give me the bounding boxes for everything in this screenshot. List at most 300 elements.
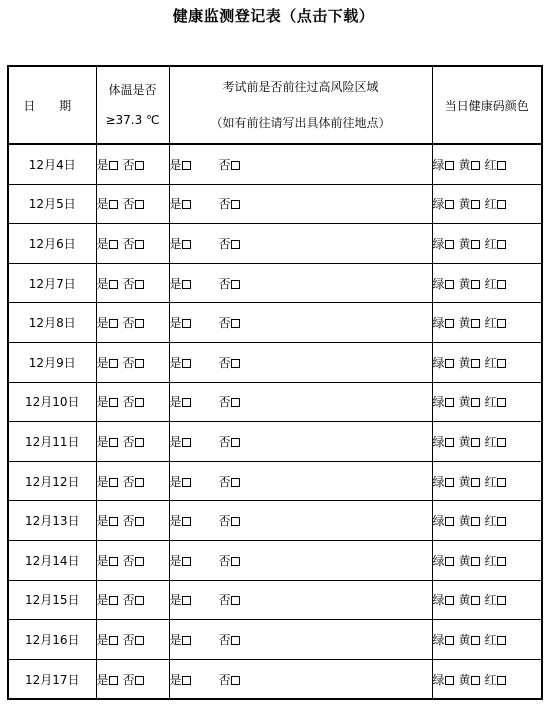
checkbox-icon[interactable] — [182, 359, 191, 368]
checkbox-icon[interactable] — [231, 557, 240, 566]
code-yellow-option-label: 黄 — [458, 474, 471, 489]
health-code-cell — [432, 224, 542, 264]
code-red-option-label: 红 — [484, 672, 497, 687]
temp-no-option[interactable] — [123, 512, 144, 529]
code-green-option-label: 绿 — [432, 434, 445, 449]
code-green-option[interactable] — [433, 156, 454, 173]
checkbox-icon[interactable] — [497, 240, 506, 249]
health-code-cell — [432, 342, 542, 382]
checkbox-icon[interactable] — [135, 240, 144, 249]
checkbox-icon[interactable] — [135, 359, 144, 368]
temperature-cell — [96, 422, 169, 462]
code-green-option[interactable] — [433, 354, 454, 371]
area-yes-option-label: 是 — [169, 514, 182, 529]
area-no-option-label: 否 — [218, 236, 231, 251]
area-no-option[interactable] — [219, 235, 240, 252]
code-green-option[interactable] — [433, 512, 454, 529]
temp-yes-option[interactable] — [97, 314, 118, 331]
checkbox-icon[interactable] — [135, 596, 144, 605]
checkbox-icon[interactable] — [135, 398, 144, 407]
checkbox-icon[interactable] — [182, 517, 191, 526]
code-red-option[interactable] — [485, 156, 506, 173]
header-area-line1: 考试前是否前往过高风险区域 — [222, 80, 379, 94]
checkbox-icon[interactable] — [445, 359, 454, 368]
code-yellow-option[interactable] — [459, 156, 480, 173]
checkbox-icon[interactable] — [109, 478, 118, 487]
temperature-cell — [96, 184, 169, 224]
checkbox-icon[interactable] — [445, 636, 454, 645]
checkbox-icon[interactable] — [135, 280, 144, 289]
code-green-option-label: 绿 — [432, 672, 445, 687]
code-red-option-label: 红 — [484, 395, 497, 410]
code-red-option[interactable] — [485, 671, 506, 688]
code-green-option-label: 绿 — [432, 355, 445, 370]
temperature-cell — [96, 342, 169, 382]
header-area-line2: （如有前往请写出具体前往地点） — [210, 116, 391, 130]
checkbox-icon[interactable] — [471, 596, 480, 605]
temp-yes-option[interactable] — [97, 671, 118, 688]
code-yellow-option[interactable] — [459, 393, 480, 410]
high-risk-area-cell — [169, 422, 432, 462]
checkbox-icon[interactable] — [445, 200, 454, 209]
temp-yes-option-label: 是 — [96, 553, 109, 568]
checkbox-icon[interactable] — [231, 398, 240, 407]
temp-no-option[interactable] — [123, 235, 144, 252]
checkbox-icon[interactable] — [471, 280, 480, 289]
checkbox-icon[interactable] — [109, 517, 118, 526]
area-no-option[interactable] — [219, 433, 240, 450]
checkbox-icon[interactable] — [497, 676, 506, 685]
checkbox-icon[interactable] — [471, 557, 480, 566]
code-yellow-option[interactable] — [459, 195, 480, 212]
checkbox-icon[interactable] — [497, 438, 506, 447]
temp-yes-option[interactable] — [97, 156, 118, 173]
checkbox-icon[interactable] — [109, 359, 118, 368]
code-red-option-label: 红 — [484, 197, 497, 212]
checkbox-icon[interactable] — [182, 200, 191, 209]
checkbox-icon[interactable] — [497, 596, 506, 605]
checkbox-icon[interactable] — [471, 359, 480, 368]
area-yes-option[interactable] — [170, 512, 214, 529]
page-title[interactable]: 健康监测登记表（点击下载） — [172, 7, 375, 25]
checkbox-icon[interactable] — [497, 280, 506, 289]
area-yes-option[interactable] — [170, 156, 214, 173]
code-yellow-option-label: 黄 — [458, 593, 471, 608]
code-green-option[interactable] — [433, 552, 454, 569]
temp-no-option[interactable] — [123, 591, 144, 608]
area-no-option[interactable] — [219, 195, 240, 212]
checkbox-icon[interactable] — [109, 240, 118, 249]
checkbox-icon[interactable] — [471, 319, 480, 328]
checkbox-icon[interactable] — [471, 200, 480, 209]
area-yes-option[interactable] — [170, 433, 214, 450]
checkbox-icon[interactable] — [497, 636, 506, 645]
code-red-option-label: 红 — [484, 316, 497, 331]
area-no-option[interactable] — [219, 631, 240, 648]
temp-no-option[interactable] — [123, 433, 144, 450]
code-yellow-option-label: 黄 — [458, 157, 471, 172]
area-no-option-label: 否 — [218, 553, 231, 568]
area-no-option[interactable] — [219, 314, 240, 331]
code-red-option[interactable] — [485, 631, 506, 648]
checkbox-icon[interactable] — [231, 596, 240, 605]
checkbox-icon[interactable] — [231, 478, 240, 487]
code-red-option[interactable] — [485, 235, 506, 252]
code-red-option[interactable] — [485, 552, 506, 569]
area-no-option[interactable] — [219, 275, 240, 292]
code-red-option[interactable] — [485, 433, 506, 450]
temp-no-option[interactable] — [123, 354, 144, 371]
checkbox-icon[interactable] — [445, 478, 454, 487]
checkbox-icon[interactable] — [497, 517, 506, 526]
checkbox-icon[interactable] — [445, 280, 454, 289]
header-temperature-line1: 体温是否 — [108, 83, 157, 97]
table-row — [8, 263, 542, 303]
temp-no-option-label: 否 — [122, 514, 135, 529]
checkbox-icon[interactable] — [135, 319, 144, 328]
code-yellow-option[interactable] — [459, 314, 480, 331]
checkbox-icon[interactable] — [445, 517, 454, 526]
checkbox-icon[interactable] — [182, 478, 191, 487]
area-no-option-label: 否 — [218, 672, 231, 687]
area-yes-option[interactable] — [170, 393, 214, 410]
temp-no-option-label: 否 — [122, 593, 135, 608]
checkbox-icon[interactable] — [182, 596, 191, 605]
high-risk-area-cell — [169, 580, 432, 620]
area-yes-option[interactable] — [170, 631, 214, 648]
code-green-option-label: 绿 — [432, 474, 445, 489]
date-cell: 12月10日 — [8, 382, 96, 422]
code-yellow-option[interactable] — [459, 631, 480, 648]
checkbox-icon[interactable] — [445, 319, 454, 328]
area-no-option[interactable] — [219, 393, 240, 410]
checkbox-icon[interactable] — [135, 676, 144, 685]
date-cell: 12月17日 — [8, 659, 96, 699]
area-yes-option[interactable] — [170, 591, 214, 608]
header-date: 日 期 — [8, 66, 96, 144]
temperature-cell — [96, 144, 169, 184]
code-green-option[interactable] — [433, 235, 454, 252]
area-yes-option[interactable] — [170, 473, 214, 490]
code-yellow-option[interactable] — [459, 591, 480, 608]
checkbox-icon[interactable] — [471, 517, 480, 526]
temp-yes-option-label: 是 — [96, 197, 109, 212]
code-yellow-option-label: 黄 — [458, 316, 471, 331]
temp-no-option[interactable] — [123, 671, 144, 688]
temp-no-option[interactable] — [123, 314, 144, 331]
checkbox-icon[interactable] — [135, 478, 144, 487]
temp-yes-option-label: 是 — [96, 355, 109, 370]
code-green-option[interactable] — [433, 275, 454, 292]
area-no-option[interactable] — [219, 512, 240, 529]
code-green-option-label: 绿 — [432, 157, 445, 172]
checkbox-icon[interactable] — [109, 636, 118, 645]
checkbox-icon[interactable] — [135, 161, 144, 170]
temp-no-option-label: 否 — [122, 355, 135, 370]
code-green-option[interactable] — [433, 671, 454, 688]
table-row — [8, 144, 542, 184]
checkbox-icon[interactable] — [471, 398, 480, 407]
high-risk-area-cell — [169, 184, 432, 224]
code-green-option[interactable] — [433, 473, 454, 490]
code-yellow-option-label: 黄 — [458, 434, 471, 449]
checkbox-icon[interactable] — [109, 676, 118, 685]
health-log-table — [7, 65, 543, 700]
code-yellow-option-label: 黄 — [458, 514, 471, 529]
checkbox-icon[interactable] — [182, 319, 191, 328]
code-red-option[interactable] — [485, 591, 506, 608]
checkbox-icon[interactable] — [231, 438, 240, 447]
code-yellow-option[interactable] — [459, 512, 480, 529]
temp-yes-option-label: 是 — [96, 632, 109, 647]
checkbox-icon[interactable] — [135, 200, 144, 209]
temp-no-option-label: 否 — [122, 434, 135, 449]
area-no-option-label: 否 — [218, 276, 231, 291]
checkbox-icon[interactable] — [471, 438, 480, 447]
checkbox-icon[interactable] — [231, 200, 240, 209]
code-green-option[interactable] — [433, 393, 454, 410]
code-red-option-label: 红 — [484, 632, 497, 647]
checkbox-icon[interactable] — [445, 557, 454, 566]
code-red-option[interactable] — [485, 393, 506, 410]
area-yes-option[interactable] — [170, 552, 214, 569]
checkbox-icon[interactable] — [135, 438, 144, 447]
checkbox-icon[interactable] — [231, 161, 240, 170]
checkbox-icon[interactable] — [497, 359, 506, 368]
checkbox-icon[interactable] — [182, 240, 191, 249]
area-yes-option-label: 是 — [169, 355, 182, 370]
area-no-option-label: 否 — [218, 316, 231, 331]
code-red-option-label: 红 — [484, 236, 497, 251]
checkbox-icon[interactable] — [471, 478, 480, 487]
area-yes-option-label: 是 — [169, 593, 182, 608]
checkbox-icon[interactable] — [471, 240, 480, 249]
temperature-cell — [96, 461, 169, 501]
code-green-option[interactable] — [433, 433, 454, 450]
area-yes-option-label: 是 — [169, 197, 182, 212]
temp-yes-option-label: 是 — [96, 395, 109, 410]
area-yes-option-label: 是 — [169, 157, 182, 172]
checkbox-icon[interactable] — [135, 517, 144, 526]
high-risk-area-cell — [169, 224, 432, 264]
checkbox-icon[interactable] — [445, 161, 454, 170]
code-yellow-option[interactable] — [459, 235, 480, 252]
area-no-option[interactable] — [219, 671, 240, 688]
checkbox-icon[interactable] — [231, 359, 240, 368]
checkbox-icon[interactable] — [231, 240, 240, 249]
code-yellow-option[interactable] — [459, 275, 480, 292]
code-yellow-option-label: 黄 — [458, 276, 471, 291]
code-green-option[interactable] — [433, 631, 454, 648]
code-green-option-label: 绿 — [432, 197, 445, 212]
checkbox-icon[interactable] — [445, 240, 454, 249]
code-red-option[interactable] — [485, 473, 506, 490]
checkbox-icon[interactable] — [182, 398, 191, 407]
temp-no-option-label: 否 — [122, 276, 135, 291]
checkbox-icon[interactable] — [182, 280, 191, 289]
checkbox-icon[interactable] — [497, 319, 506, 328]
temp-no-option-label: 否 — [122, 672, 135, 687]
checkbox-icon[interactable] — [497, 557, 506, 566]
temp-yes-option-label: 是 — [96, 276, 109, 291]
area-yes-option[interactable] — [170, 275, 214, 292]
code-green-option-label: 绿 — [432, 514, 445, 529]
area-yes-option-label: 是 — [169, 672, 182, 687]
code-green-option[interactable] — [433, 195, 454, 212]
checkbox-icon[interactable] — [231, 517, 240, 526]
table-row — [8, 303, 542, 343]
area-yes-option-label: 是 — [169, 474, 182, 489]
area-yes-option[interactable] — [170, 314, 214, 331]
high-risk-area-cell — [169, 303, 432, 343]
date-cell: 12月4日 — [8, 144, 96, 184]
code-red-option[interactable] — [485, 512, 506, 529]
area-yes-option[interactable] — [170, 671, 214, 688]
checkbox-icon[interactable] — [109, 557, 118, 566]
checkbox-icon[interactable] — [182, 557, 191, 566]
checkbox-icon[interactable] — [109, 596, 118, 605]
code-green-option-label: 绿 — [432, 236, 445, 251]
checkbox-icon[interactable] — [109, 438, 118, 447]
checkbox-icon[interactable] — [497, 200, 506, 209]
area-no-option-label: 否 — [218, 157, 231, 172]
area-yes-option-label: 是 — [169, 276, 182, 291]
checkbox-icon[interactable] — [135, 636, 144, 645]
area-no-option[interactable] — [219, 552, 240, 569]
temperature-cell — [96, 224, 169, 264]
code-yellow-option[interactable] — [459, 671, 480, 688]
health-code-cell — [432, 184, 542, 224]
high-risk-area-cell — [169, 620, 432, 660]
checkbox-icon[interactable] — [231, 280, 240, 289]
temp-yes-option[interactable] — [97, 473, 118, 490]
temp-yes-option[interactable] — [97, 235, 118, 252]
temp-yes-option[interactable] — [97, 591, 118, 608]
checkbox-icon[interactable] — [109, 280, 118, 289]
checkbox-icon[interactable] — [135, 557, 144, 566]
health-code-cell — [432, 382, 542, 422]
temp-yes-option[interactable] — [97, 393, 118, 410]
temp-no-option[interactable] — [123, 393, 144, 410]
checkbox-icon[interactable] — [109, 398, 118, 407]
temp-no-option-label: 否 — [122, 197, 135, 212]
date-cell: 12月16日 — [8, 620, 96, 660]
code-red-option[interactable] — [485, 354, 506, 371]
temp-yes-option[interactable] — [97, 433, 118, 450]
code-yellow-option[interactable] — [459, 433, 480, 450]
temp-no-option[interactable] — [123, 473, 144, 490]
area-yes-option[interactable] — [170, 195, 214, 212]
area-yes-option[interactable] — [170, 235, 214, 252]
high-risk-area-cell — [169, 501, 432, 541]
header-temperature-line2: ≥37.3 ℃ — [105, 113, 160, 127]
temp-no-option-label: 否 — [122, 632, 135, 647]
checkbox-icon[interactable] — [182, 676, 191, 685]
checkbox-icon[interactable] — [182, 636, 191, 645]
date-cell: 12月5日 — [8, 184, 96, 224]
temp-no-option[interactable] — [123, 156, 144, 173]
temp-yes-option[interactable] — [97, 275, 118, 292]
date-cell: 12月12日 — [8, 461, 96, 501]
temp-no-option[interactable] — [123, 552, 144, 569]
temp-yes-option[interactable] — [97, 631, 118, 648]
area-no-option[interactable] — [219, 591, 240, 608]
checkbox-icon[interactable] — [471, 636, 480, 645]
health-code-cell — [432, 501, 542, 541]
date-cell: 12月15日 — [8, 580, 96, 620]
checkbox-icon[interactable] — [471, 676, 480, 685]
code-red-option[interactable] — [485, 195, 506, 212]
checkbox-icon[interactable] — [445, 398, 454, 407]
area-no-option[interactable] — [219, 354, 240, 371]
checkbox-icon[interactable] — [231, 319, 240, 328]
checkbox-icon[interactable] — [445, 596, 454, 605]
date-cell: 12月13日 — [8, 501, 96, 541]
checkbox-icon[interactable] — [497, 478, 506, 487]
checkbox-icon[interactable] — [182, 438, 191, 447]
temp-yes-option[interactable] — [97, 552, 118, 569]
checkbox-icon[interactable] — [445, 676, 454, 685]
checkbox-icon[interactable] — [497, 398, 506, 407]
temp-yes-option[interactable] — [97, 512, 118, 529]
area-yes-option[interactable] — [170, 354, 214, 371]
header-high-risk-area — [169, 66, 432, 144]
temp-no-option[interactable] — [123, 195, 144, 212]
code-yellow-option[interactable] — [459, 354, 480, 371]
checkbox-icon[interactable] — [109, 319, 118, 328]
code-yellow-option[interactable] — [459, 473, 480, 490]
code-green-option[interactable] — [433, 591, 454, 608]
area-no-option[interactable] — [219, 473, 240, 490]
area-no-option-label: 否 — [218, 514, 231, 529]
temp-no-option[interactable] — [123, 275, 144, 292]
health-code-cell — [432, 422, 542, 462]
area-no-option-label: 否 — [218, 474, 231, 489]
code-yellow-option-label: 黄 — [458, 197, 471, 212]
code-green-option-label: 绿 — [432, 632, 445, 647]
health-code-cell — [432, 580, 542, 620]
checkbox-icon[interactable] — [109, 161, 118, 170]
date-cell: 12月6日 — [8, 224, 96, 264]
high-risk-area-cell — [169, 461, 432, 501]
code-red-option[interactable] — [485, 314, 506, 331]
checkbox-icon[interactable] — [231, 636, 240, 645]
checkbox-icon[interactable] — [471, 161, 480, 170]
code-red-option[interactable] — [485, 275, 506, 292]
temp-no-option[interactable] — [123, 631, 144, 648]
area-no-option[interactable] — [219, 156, 240, 173]
high-risk-area-cell — [169, 540, 432, 580]
table-row — [8, 461, 542, 501]
header-health-code: 当日健康码颜色 — [432, 66, 542, 144]
checkbox-icon[interactable] — [445, 438, 454, 447]
table-row — [8, 422, 542, 462]
checkbox-icon[interactable] — [109, 200, 118, 209]
temp-yes-option-label: 是 — [96, 316, 109, 331]
code-green-option[interactable] — [433, 314, 454, 331]
temperature-cell — [96, 540, 169, 580]
table-row — [8, 382, 542, 422]
temp-yes-option[interactable] — [97, 354, 118, 371]
code-yellow-option[interactable] — [459, 552, 480, 569]
checkbox-icon[interactable] — [231, 676, 240, 685]
area-yes-option-label: 是 — [169, 632, 182, 647]
temp-yes-option-label: 是 — [96, 157, 109, 172]
area-yes-option-label: 是 — [169, 395, 182, 410]
temp-yes-option[interactable] — [97, 195, 118, 212]
checkbox-icon[interactable] — [182, 161, 191, 170]
checkbox-icon[interactable] — [497, 161, 506, 170]
